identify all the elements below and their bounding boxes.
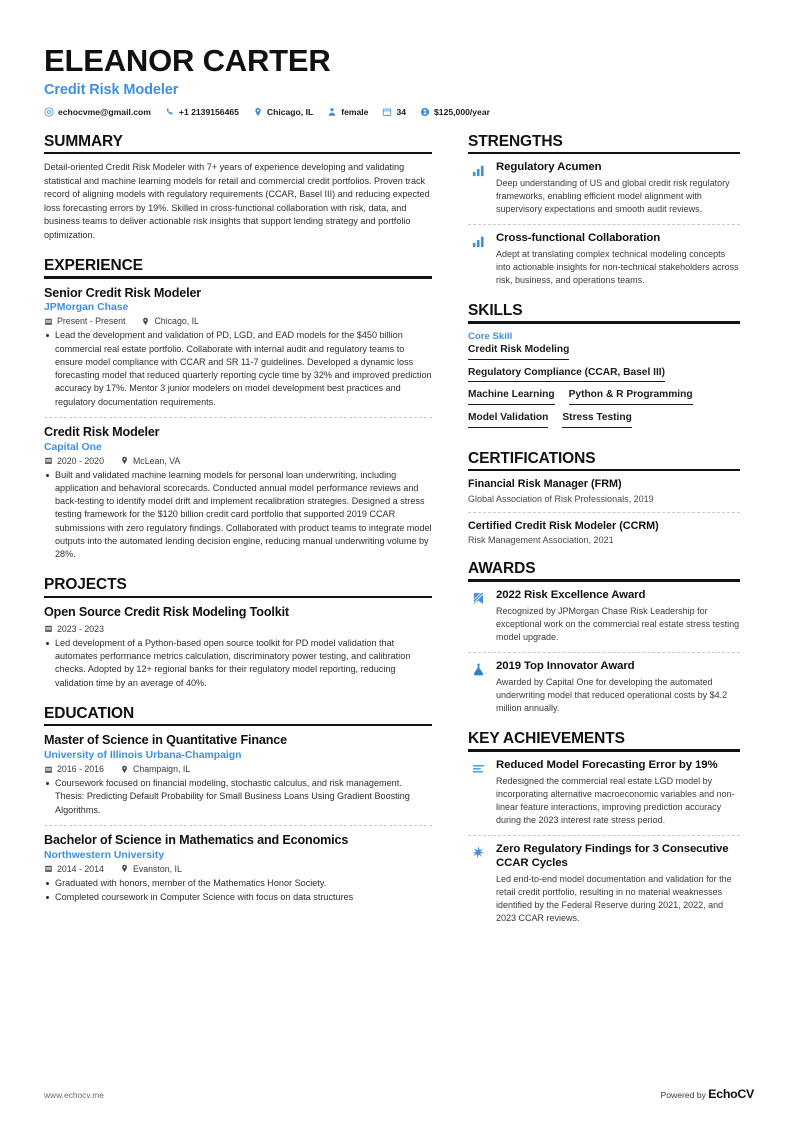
award-desc: Awarded by Capital One for developing the automated underwriting model that reduced operational costs by $4.2 million annually. [496, 676, 728, 714]
page-footer [44, 1087, 754, 1101]
strength-desc: Adept at translating complex technical modeling concepts into actionable insights for non-technical stakeholders across risk, business, and operations teams. [496, 249, 739, 286]
entry-location [141, 316, 199, 326]
entry-location [120, 456, 180, 466]
entry-divider [44, 417, 432, 418]
bullet-item: Completed coursework in Computer Science with focus on data structures [44, 891, 432, 904]
calendar-icon [44, 624, 53, 633]
award-title: 2019 Top Innovator Award [496, 660, 635, 673]
entry-meta [44, 864, 432, 874]
section-title-summary: SUMMARY [44, 132, 123, 150]
footer-powered-label: Powered by [660, 1090, 709, 1100]
contact-row [44, 107, 754, 117]
bar-chart-icon [468, 161, 488, 178]
entry-org[interactable]: Northwestern University [44, 849, 165, 861]
skill-tag: Credit Risk Modeling [468, 344, 569, 360]
strength-desc: Deep understanding of US and global credit risk regulatory frameworks, enabling efficient model alignment with supervisory expectations and smooth audit reviews. [496, 178, 730, 215]
page-title: ELEANOR CARTER [44, 43, 331, 78]
contact-salary [420, 107, 490, 117]
contact-age-label: 34 [396, 106, 407, 117]
content-clip-mask [44, 990, 450, 1006]
entry-meta [44, 764, 432, 774]
award-item [468, 589, 740, 644]
certification-issuer: Risk Management Association, 2021 [468, 535, 614, 546]
award-title: 2022 Risk Excellence Award [496, 588, 646, 601]
calendar-icon [44, 765, 53, 774]
contact-age [382, 107, 406, 117]
section-title-projects: PROJECTS [44, 576, 127, 594]
entry-meta [44, 316, 432, 326]
skills-category-label: Core Skill [468, 330, 513, 342]
summary-text: Detail-oriented Credit Risk Modeler with 7+ years of experience developing and validating statistical and machine learning models for retail and commercial credit portfolios. Proven track record of aligning models with regulatory requirements (CCAR, Basel III) and reducing expected loss forecasting errors by 19%. Skilled in cross-functional collaboration with risk, data, and business teams to deliver actionable risk insights that support lending strategy and portfolio optimization. [44, 162, 430, 240]
certification-title: Certified Credit Risk Modeler (CCRM) [468, 519, 659, 532]
footer-site[interactable]: www.echocv.me [44, 1090, 104, 1100]
contact-gender [327, 107, 368, 117]
calendar-icon [44, 864, 53, 873]
lines-icon [468, 759, 488, 776]
entry-location-label: Champaign, IL [132, 764, 191, 775]
strength-item [468, 232, 740, 287]
entry-dates [44, 864, 104, 874]
section-strengths [468, 133, 740, 288]
contact-gender-label: female [341, 106, 369, 117]
entry-bullets [44, 637, 432, 690]
resume-columns [44, 133, 754, 940]
education-entry [44, 733, 432, 817]
entry-location-label: McLean, VA [132, 455, 181, 466]
certification-title: Financial Risk Manager (FRM) [468, 478, 622, 491]
resume-header [44, 44, 754, 117]
section-education [44, 705, 432, 904]
project-entry [44, 605, 432, 690]
entry-divider [44, 825, 432, 826]
section-title-awards: AWARDS [468, 560, 536, 578]
certification-item [468, 520, 740, 545]
entry-role: Open Source Credit Risk Modeling Toolkit [44, 605, 289, 619]
skill-tag: Stress Testing [562, 412, 631, 428]
calendar-icon [382, 107, 392, 117]
skill-tag: Regulatory Compliance (CCAR, Basel III) [468, 367, 665, 383]
entry-dates-label: 2023 - 2023 [57, 623, 104, 634]
entry-dates-label: 2020 - 2020 [57, 455, 104, 466]
entry-bullets [44, 777, 432, 817]
section-key-achievements [468, 730, 740, 925]
entry-dates [44, 316, 125, 326]
entry-bullets [44, 877, 432, 905]
bullet-item: Built and validated machine learning models for personal loan underwriting, including application and behavioral scorecards. Conducted annual model performance reviews and back-testing to identify model drift and implement recalibration strategies. Designed a stress testing framework for the $120 billion credit card portfolio that supported 2019 CCAR submissions with zero regulatory findings. Collaborated with product teams to integrate model outputs into the automated lending decision engine, reducing manual underwriting volume by 28%. [44, 469, 432, 562]
footer-brand: EchoCV [708, 1087, 754, 1101]
entry-location [120, 764, 190, 774]
entry-org[interactable]: Capital One [44, 441, 102, 453]
award-item [468, 660, 740, 715]
entry-dates [44, 624, 104, 634]
footer-powered-by [661, 1087, 755, 1101]
entry-role: Bachelor of Science in Mathematics and Economics [44, 832, 349, 847]
contact-location [253, 107, 313, 117]
section-title-skills: SKILLS [468, 302, 523, 320]
entry-location-label: Chicago, IL [154, 316, 199, 327]
entry-dates-label: 2014 - 2014 [57, 863, 104, 874]
right-column [450, 133, 740, 940]
section-title-certifications: CERTIFICATIONS [468, 449, 596, 467]
contact-salary-label: $125,000/year [434, 106, 490, 117]
entry-org[interactable]: JPMorgan Chase [44, 302, 129, 314]
section-rule [44, 276, 432, 279]
skill-tag: Model Validation [468, 412, 548, 428]
section-rule [44, 596, 432, 599]
bar-chart-icon [468, 232, 488, 249]
location-icon [253, 107, 263, 117]
person-icon [327, 107, 337, 117]
section-rule [468, 321, 740, 324]
location-icon [120, 864, 129, 873]
entry-location [120, 864, 182, 874]
section-rule [468, 469, 740, 472]
salary-icon [420, 107, 430, 117]
certification-item [468, 478, 740, 503]
section-rule [44, 724, 432, 727]
achievement-title: Reduced Model Forecasting Error by 19% [496, 758, 718, 771]
experience-entry [44, 286, 432, 409]
entry-dates [44, 764, 104, 774]
section-skills [468, 302, 740, 435]
entry-role: Senior Credit Risk Modeler [44, 285, 202, 300]
skill-tag: Python & R Programming [569, 389, 693, 405]
certification-issuer: Global Association of Risk Professionals, 2019 [468, 493, 654, 504]
item-divider [468, 835, 740, 836]
section-projects [44, 576, 432, 689]
entry-dates-label: Present - Present [57, 316, 126, 327]
section-rule [468, 152, 740, 155]
item-divider [468, 224, 740, 225]
contact-phone[interactable] [165, 107, 239, 117]
bullet-item: Lead the development and validation of PD, LGD, and EAD models for the $450 billion commercial real estate portfolio. Collaborate with internal audit and regulatory teams to ensure model compliance with CCAR and SR 11-7 guidelines. Developed a dynamic loss forecasting model that reduced quarterly reporting cycle time by 32% and improved prediction accuracy by 17%. Mentor 3 junior modelers on model development best practices and regulatory documentation requirements. [44, 329, 432, 409]
headline: Credit Risk Modeler [44, 81, 179, 98]
item-divider [468, 512, 740, 513]
achievement-title: Zero Regulatory Findings for 3 Consecutive CCAR Cycles [496, 842, 729, 869]
email-icon [44, 107, 54, 117]
section-title-experience: EXPERIENCE [44, 256, 143, 274]
left-column [44, 133, 450, 919]
bullet-item: Graduated with honors, member of the Mathematics Honor Society. [44, 877, 432, 890]
award-desc: Recognized by JPMorgan Chase Risk Leadership for exceptional work on the commercial real estate stress testing model upgrade. [496, 605, 740, 642]
entry-dates [44, 456, 104, 466]
entry-org[interactable]: University of Illinois Urbana-Champaign [44, 750, 242, 762]
education-entry [44, 833, 432, 904]
flag-icon [468, 589, 488, 606]
strength-title: Regulatory Acumen [496, 161, 602, 174]
calendar-icon [44, 317, 53, 326]
entry-role: Master of Science in Quantitative Finance [44, 733, 287, 748]
section-rule [468, 749, 740, 752]
section-title-strengths: STRENGTHS [468, 132, 563, 150]
contact-phone-label: +1 2139156465 [178, 106, 239, 117]
flask-icon [468, 660, 488, 677]
item-divider [468, 652, 740, 653]
entry-dates-label: 2016 - 2016 [57, 764, 104, 775]
achievement-item [468, 759, 740, 827]
entry-bullets [44, 469, 432, 562]
section-rule [468, 579, 740, 582]
skills-list [468, 344, 740, 435]
entry-location-label: Evanston, IL [132, 863, 182, 874]
location-icon [120, 456, 129, 465]
entry-bullets [44, 329, 432, 409]
strength-title: Cross-functional Collaboration [496, 232, 661, 245]
section-title-education: EDUCATION [44, 704, 135, 722]
contact-email[interactable] [44, 107, 151, 117]
entry-meta [44, 456, 432, 466]
achievement-item [468, 843, 740, 925]
section-certifications [468, 450, 740, 546]
section-experience [44, 257, 432, 561]
bullet-item: Coursework focused on financial modeling, stochastic calculus, and risk management. Thesis: Predicting Default Probability for Small Business Loans Using Gradient Boosting Algorithms. [44, 777, 432, 817]
experience-entry [44, 425, 432, 562]
location-icon [120, 765, 129, 774]
section-summary [44, 133, 432, 242]
contact-email-label: echocvme@gmail.com [58, 106, 151, 117]
sparkle-icon [468, 843, 488, 860]
entry-role: Credit Risk Modeler [44, 424, 160, 439]
entry-meta [44, 624, 432, 634]
contact-location-label: Chicago, IL [266, 106, 314, 117]
phone-icon [165, 107, 175, 117]
section-awards [468, 560, 740, 715]
bullet-item: Led development of a Python-based open source toolkit for PD model validation that automates performance metrics calculation, discriminatory power testing, and calibration checks. Adopted by 12+ regional banks for their regulatory model reporting, reducing validation time by an average of 40%. [44, 637, 432, 690]
skill-tag: Machine Learning [468, 389, 555, 405]
section-rule [44, 152, 432, 155]
location-icon [141, 317, 150, 326]
calendar-icon [44, 456, 53, 465]
achievement-desc: Led end-to-end model documentation and validation for the retail credit portfolio, resulting in no material weaknesses identified by the Federal Reserve during 2021, 2022, and 2023 CCAR reviews. [496, 873, 732, 923]
section-title-achievements: KEY ACHIEVEMENTS [468, 730, 625, 748]
achievement-desc: Redesigned the commercial real estate LGD model by incorporating alternative macroeconomic variables and non-linear feature interactions, improving prediction accuracy during the 2023 interest rate stress period. [496, 775, 735, 825]
strength-item [468, 161, 740, 216]
